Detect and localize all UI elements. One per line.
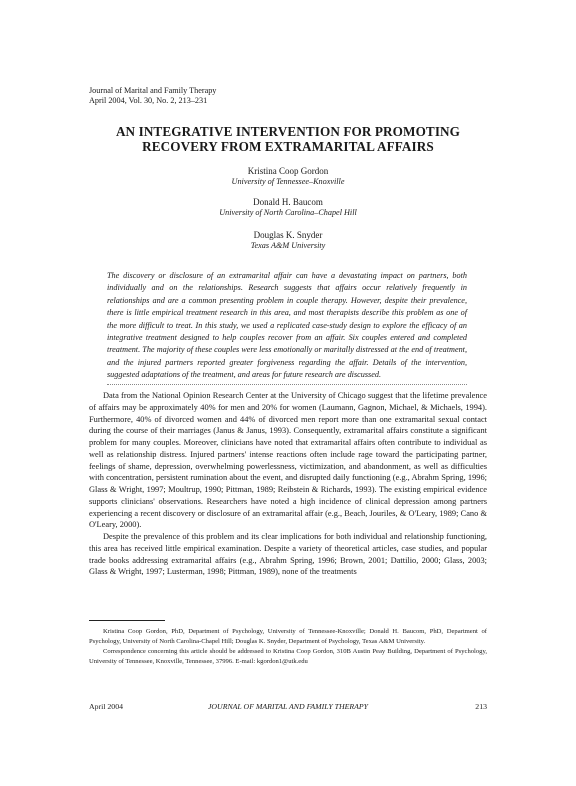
correspondence-note: Correspondence concerning this article should be addressed to Kristina Coop Gordon, 310B Austin Peay Building, Department of Psychology, University of Tennessee, Knoxville, Tennessee, 37996. E-mail: kgordon1@utk.edu bbox=[89, 648, 487, 666]
journal-citation: April 2004, Vol. 30, No. 2, 213–231 bbox=[89, 96, 208, 105]
body-paragraph: Despite the prevalence of this problem and its clear implications for both individual and relationship functioning, this area has received little empirical examination. Despite a variety of theoretical articles, case studies, and popular trade books addressing extramarital affairs (e.g., Abrahm Spring, 1996; Brown, 2001; Dattilio, 2000; Glass, 2003; Glass & Wright, 1997; Lusterman, 1998; Pittman, 1989), none of the treatments bbox=[89, 532, 487, 577]
author-block-1 bbox=[89, 166, 487, 187]
journal-name: Journal of Marital and Family Therapy bbox=[89, 86, 217, 95]
footer-journal: JOURNAL OF MARITAL AND FAMILY THERAPY bbox=[207, 702, 369, 711]
author-block-3 bbox=[89, 230, 487, 251]
footnote-rule bbox=[89, 620, 165, 621]
footer-date: April 2004 bbox=[89, 702, 124, 711]
author-block-2 bbox=[89, 197, 487, 218]
author-name: Douglas K. Snyder bbox=[253, 230, 323, 240]
title-line-1: AN INTEGRATIVE INTERVENTION FOR PROMOTING bbox=[115, 124, 461, 139]
author-affiliation: University of North Carolina–Chapel Hill bbox=[219, 208, 357, 217]
author-affiliation: Texas A&M University bbox=[250, 241, 326, 250]
title-line-2: RECOVERY FROM EXTRAMARITAL AFFAIRS bbox=[142, 139, 434, 154]
author-note: Kristina Coop Gordon, PhD, Department of Psychology, University of Tennessee-Knoxville; Donald H. Baucom, PhD, Department of Psychology, University of North Carolina-Chapel Hill; Douglas K. Snyder, Department of Psychology, Texas A&M University. bbox=[89, 628, 487, 646]
author-name: Kristina Coop Gordon bbox=[247, 166, 329, 176]
page-number: 213 bbox=[475, 702, 487, 711]
author-affiliation: University of Tennessee–Knoxville bbox=[231, 177, 345, 186]
footnotes bbox=[89, 627, 487, 667]
body-paragraph: Data from the National Opinion Research Center at the University of Chicago suggest that the lifetime prevalence of affairs may be approximately 40% for men and 20% for women (Laumann, Gagnon, Michael, & Michaels, 1994). Furthermore, 40% of divorced women and 44% of divorced men report more than one extramarital sexual contact during the course of their marriages (Janus & Janus, 1993). Consequently, extramarital affairs constitute a significant problem for many couples. Moreover, clinicians have noted that extramarital affairs often contribute to individual as well as relationship distress. Injured partners' intense reactions often include rage toward the participating partner, feelings of shame, depression, overwhelming powerlessness, victimization, and abandonment, as well as difficulties with concentration, persistent rumination about the event, and disrupted daily functioning (e.g., Abrahm Spring, 1996; Glass & Wright, 1997; Moultrup, 1990; Pittman, 1989; Reibstein & Richards, 1993). The existing empirical evidence supports clinicians' observations. Researchers have noted a high incidence of clinical depression among partners experiencing a recent discovery or disclosure of an extramarital affair (e.g., Beach, Jouriles, & O'Leary, 1989; Cano & O'Leary, 2000). bbox=[89, 391, 487, 530]
body-text bbox=[89, 390, 487, 578]
abstract-divider bbox=[107, 384, 467, 385]
author-name: Donald H. Baucom bbox=[253, 197, 323, 207]
journal-header bbox=[89, 86, 216, 106]
article-title bbox=[89, 124, 487, 154]
abstract: The discovery or disclosure of an extramarital affair can have a devastating impact on partners, both individually and on the relationships. Research suggests that affairs occur relatively frequently in relationships and are a common presenting problem in couple therapy. However, despite their prevalence, there is little empirical treatment research in this area, and most therapists describe this problem as one of the more difficult to treat. In this study, we used a replicated case-study design to explore the efficacy of an integrative treatment designed to help couples recover from an affair. Six couples entered and completed treatment. The majority of these couples were less emotionally or maritally distressed at the end of treatment, and the injured partners reported greater forgiveness regarding the affair. Details of the intervention, suggested adaptations of the treatment, and areas for future research are discussed. bbox=[107, 271, 467, 380]
